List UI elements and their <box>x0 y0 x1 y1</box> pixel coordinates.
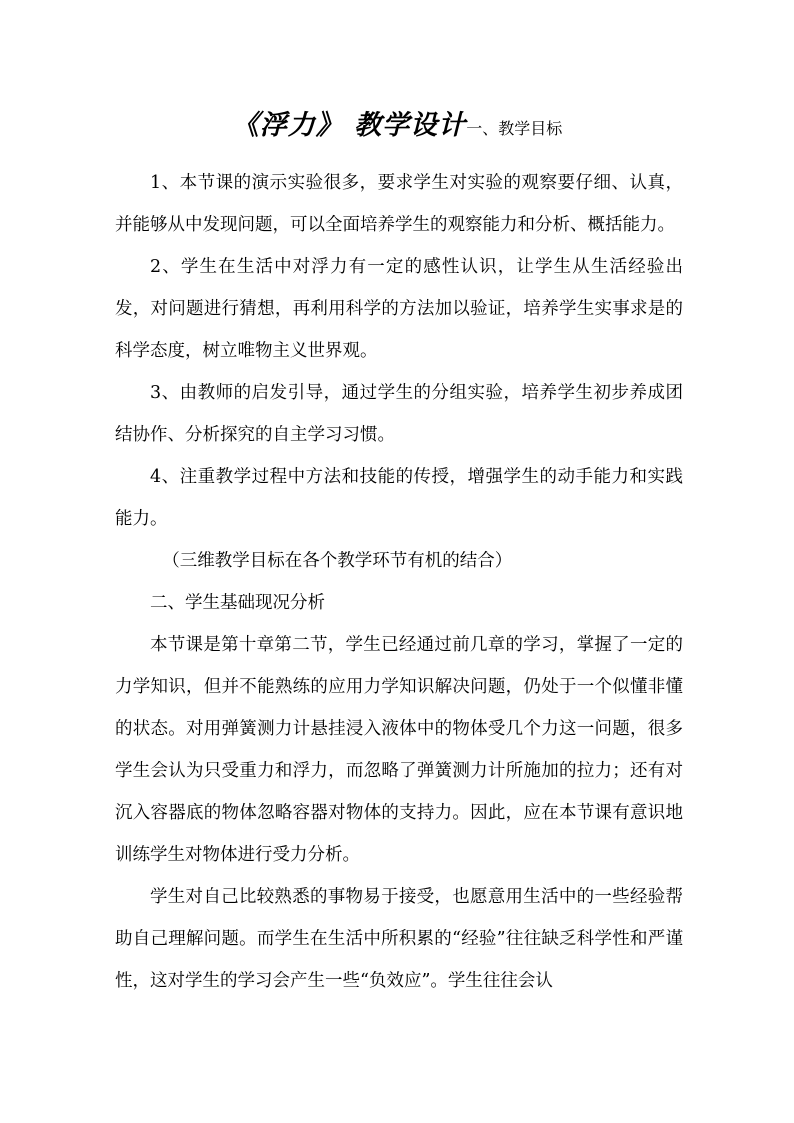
goal-paragraph-3: 3、由教师的启发引导，通过学生的分组实验，培养学生初步养成团结协作、分析探究的自主学习习惯。 <box>115 383 683 445</box>
title-main: 《浮力》 教学设计 <box>231 110 467 141</box>
document-body <box>115 162 683 1002</box>
section-heading-student-analysis: 二、学生基础现况分析 <box>150 593 325 613</box>
section-heading-teaching-goals: 一、教学目标 <box>466 119 563 138</box>
analysis-paragraph-2: 学生对自己比较熟悉的事物易于接受，也愿意用生活中的一些经验帮助自己理解问题。而学生在生活中所积累的“经验”往往缺乏科学性和严谨性，这对学生的学习会产生一些“负效应”。学生往往会认 <box>115 887 683 991</box>
analysis-paragraph-1: 本节课是第十章第二节，学生已经通过前几章的学习，掌握了一定的力学知识，但并不能熟练的应用力学知识解决问题，仍处于一个似懂非懂的状态。对用弹簧测力计悬挂浸入液体中的物体受几个力这一问题，很多学生会认为只受重力和浮力，而忽略了弹簧测力计所施加的拉力；还有对沉入容器底的物体忽略容器对物体的支持力。因此，应在本节课有意识地训练学生对物体进行受力分析。 <box>115 635 683 865</box>
goals-note: （三维教学目标在各个教学环节有机的结合） <box>162 551 513 571</box>
goal-paragraph-2: 2、学生在生活中对浮力有一定的感性认识，让学生从生活经验出发，对问题进行猜想，再利用科学的方法加以验证，培养学生实事求是的科学态度，树立唯物主义世界观。 <box>115 257 683 361</box>
goal-paragraph-1: 1、本节课的演示实验很多，要求学生对实验的观察要仔细、认真，并能够从中发现问题，可以全面培养学生的观察能力和分析、概括能力。 <box>115 173 683 235</box>
goal-paragraph-4: 4、注重教学过程中方法和技能的传授，增强学生的动手能力和实践能力。 <box>115 467 683 529</box>
document-title <box>0 108 794 147</box>
